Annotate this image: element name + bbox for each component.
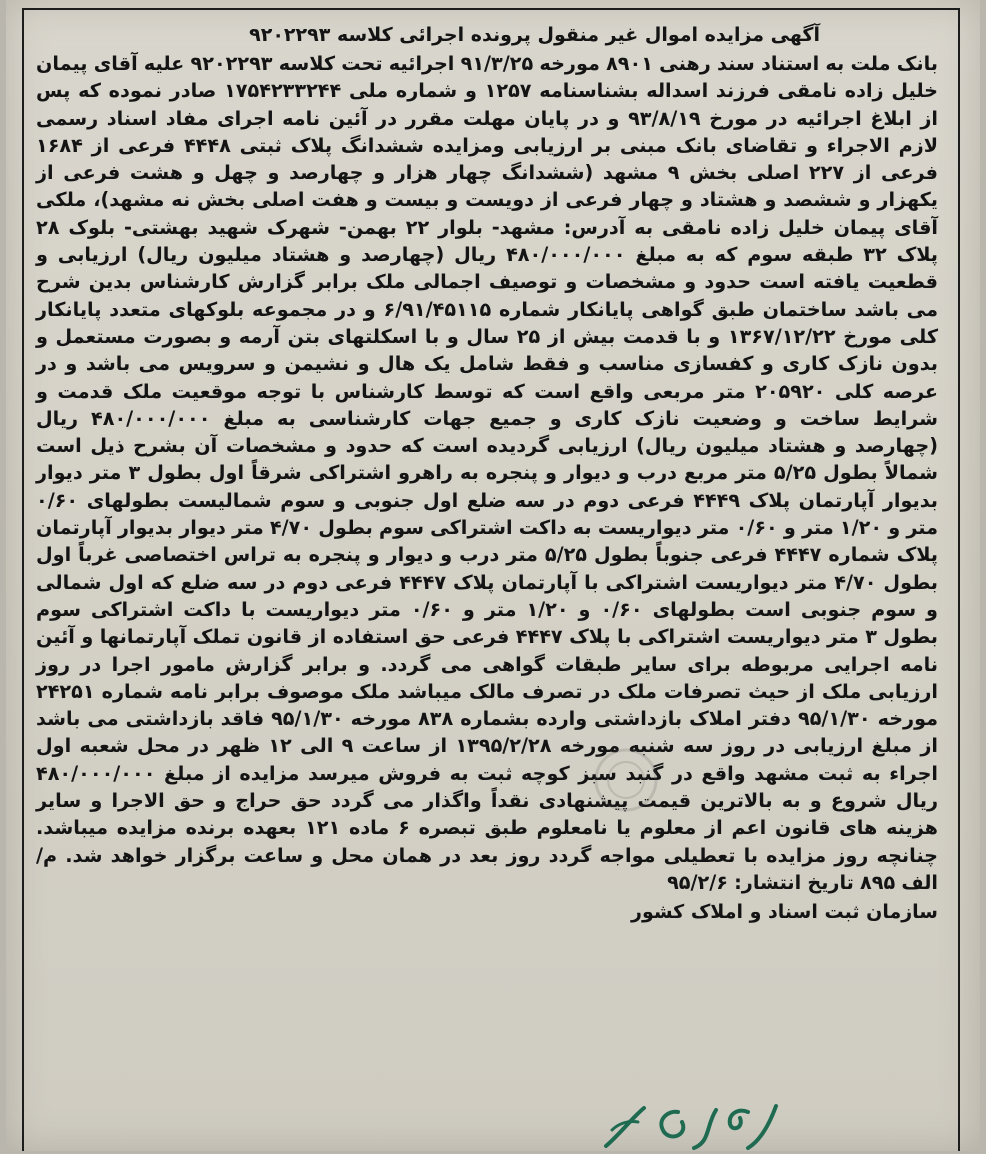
notice-body: بانک ملت به استناد سند رهنی ۸۹۰۱ مورخه ۹۱/۳/۲۵ اجرائیه تحت کلاسه ۹۲۰۲۲۹۳ علیه آقای پیمان خلیل زاده نامقی فرزند اسداله بشناسنامه ۱۲۵۷ و شماره ملی ۱۷۵۴۲۳۳۲۴۴ صادر نموده که پس از ابلاغ اجرائیه در مورخ ۹۳/۸/۱۹ و در پایان مهلت مقرر در آئین نامه اجرای مفاد اسناد رسمی لازم الاجراء و تقاضای بانک مبنی بر ارزیابی ومزایده ششدانگ پلاک ثبتی ۴۴۴۸ فرعی از ۱۶۸۴ فرعی از ۲۲۷ اصلی بخش ۹ مشهد (ششدانگ چهار هزار و چهارصد و چهل و هشت فرعی از یکهزار و ششصد و هشتاد و چهار فرعی از دویست و بیست و هفت اصلی بخش نه مشهد)، ملکی آقای پیمان خلیل زاده نامقی به آدرس: مشهد- بلوار ۲۲ بهمن- شهرک شهید بهشتی- بلوک ۲۸ پلاک ۳۲ طبقه سوم که به مبلغ ۴۸۰/۰۰۰/۰۰۰ ریال (چهارصد و هشتاد میلیون ریال) ارزیابی و قطعیت یافته است حدود و مشخصات و توصیف اجمالی ملک برابر گزارش کارشناس بدین شرح می باشد ساختمان طبق گواهی پایانکار شماره ۶/۹۱/۴۵۱۱۵ و در مجموعه بلوکهای متعدد پایانکار کلی مورخ ۱۳۶۷/۱۲/۲۲ و با قدمت بیش از ۲۵ سال و با اسکلتهای بتن آرمه و بصورت مستعمل و بدون نازک کاری و کفسازی مناسب و فقط شامل یک هال و نشیمن و سرویس می باشد و در عرصه کلی ۲۰۵۹۲۰ متر مربعی واقع است که توسط کارشناس با توجه موقعیت ملک قدمت و شرایط ساخت و وضعیت نازک کاری و جمیع جهات کارشناسی به مبلغ ۴۸۰/۰۰۰/۰۰۰ ریال (چهارصد و هشتاد میلیون ریال) ارزیابی گردیده است که حدود و مشخصات آن بشرح ذیل است شمالاً بطول ۵/۲۵ متر مربع درب و دیوار و پنجره به راهرو اشتراکی شرقاً اول بطول ۳ متر دیوار بدیوار آپارتمان پلاک ۴۴۴۹ فرعی دوم در سه ضلع اول جنوبی و سوم شمالیست بطولهای ۰/۶۰ متر و ۱/۲۰ متر و ۰/۶۰ متر دیواریست به داکت اشتراکی سوم بطول ۴/۷۰ متر دیوار بدیوار آپارتمان پلاک شماره ۴۴۴۷ فرعی جنوباً بطول ۵/۲۵ متر درب و دیوار و پنجره به تراس اختصاصی غرباً اول بطول ۴/۷۰ متر دیواریست اشتراکی با آپارتمان پلاک ۴۴۴۷ فرعی دوم در سه ضلع که اول شمالی و سوم جنوبی است بطولهای ۰/۶۰ و ۱/۲۰ متر و ۰/۶۰ متر دیواریست با داکت اشتراکی سوم بطول ۳ متر دیواریست اشتراکی با پلاک ۴۴۴۷ فرعی حق استفاده از قانون تملک آپارتمانها و آئین نامه اجرایی مربوطه برای سایر طبقات گواهی می گردد. و برابر گزارش مامور اجرا در روز ارزیابی ملک از حیث تصرفات ملک در تصرف مالک میباشد ملک موصوف برابر نامه شماره ۲۴۲۵۱ مورخه ۹۵/۱/۳۰ دفتر املاک بازداشتی وارده بشماره ۸۳۸ مورخه ۹۵/۱/۳۰ فاقد بازداشتی می باشد از مبلغ ارزیابی در روز سه شنبه مورخه ۱۳۹۵/۲/۲۸ از ساعت ۹ الی ۱۲ ظهر در محل شعبه اول اجراء به ثبت مشهد واقع در گنبد سبز کوچه ثبت به فروش میرسد مزایده از مبلغ ۴۸۰/۰۰۰/۰۰۰ ریال شروع و به بالاترین قیمت پیشنهادی نقداً واگذار می گردد حق حراج و حق الاجرا و سایر هزینه های قانون اعم از معلوم یا نامعلوم طبق تبصره ۶ ماده ۱۲۱ بعهده برنده مزایده میباشد. چنانچه روز مزایده با تعطیلی مواجه گردد روز بعد در همان محل و ساعت برگزار خواهد شد. م/الف ۸۹۵ تاریخ انتشار: ۹۵/۲/۶: [36, 52, 939, 894]
handwritten-mark: [598, 1098, 788, 1154]
notice-title: آگهی مزایده اموال غیر منقول پرونده اجرائی کلاسه ۹۲۰۲۲۹۳: [249, 24, 820, 46]
auction-notice: [36, 22, 938, 926]
watermark-logo: [526, 740, 726, 820]
issuer-signature: سازمان ثبت اسناد و املاک کشور: [631, 901, 938, 924]
newspaper-clipping: [6, 0, 980, 1151]
